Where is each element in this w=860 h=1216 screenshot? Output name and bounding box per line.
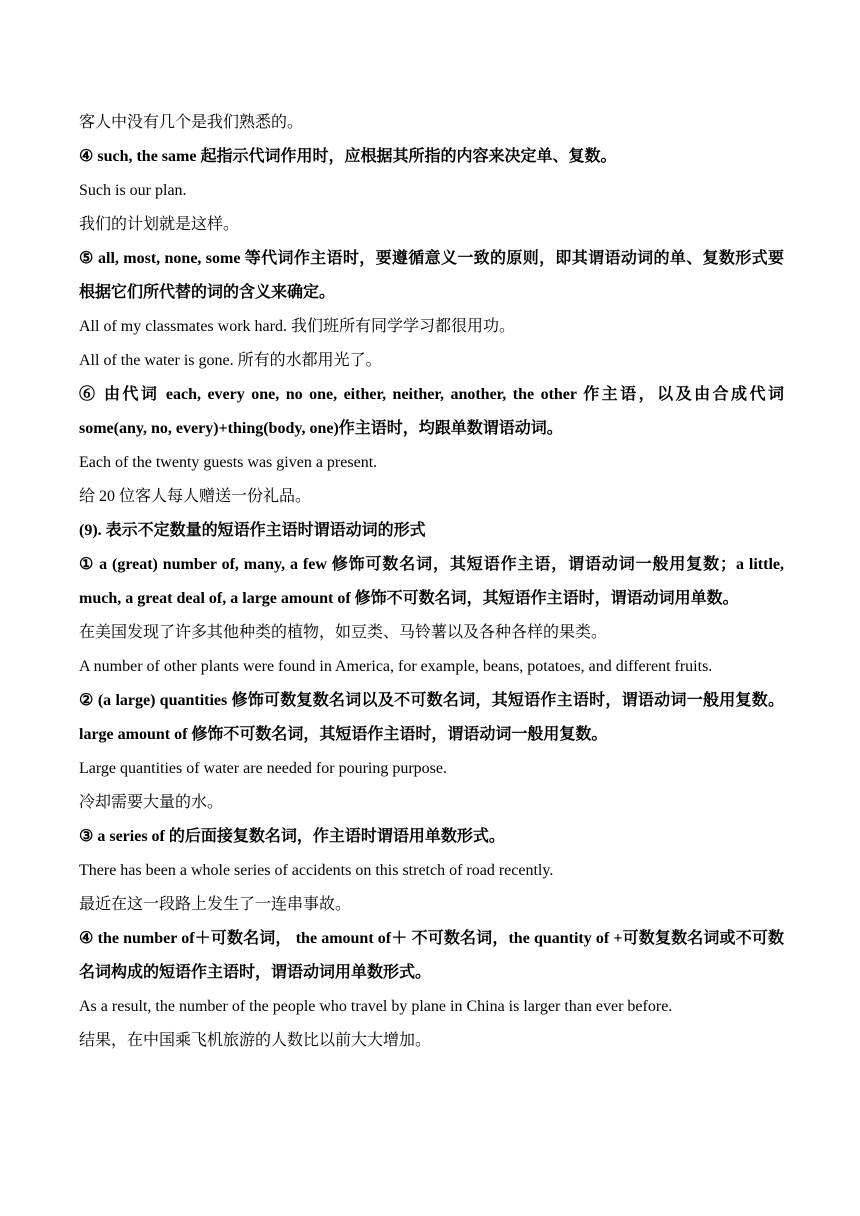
rule-heading: ① a (great) number of, many, a few 修饰可数名词，其短语作主语，谓语动词一般用复数；a little, much, a great deal of, a large amount of 修饰不可数名词，其短语作主语时，谓语动词用单数。 (79, 556, 784, 607)
rule-heading: ⑥ 由代词 each, every one, no one, either, neither, another, the other 作主语，以及由合成代词 some(any, no, every)+thing(body, one)作主语时，均跟单数谓语动词。 (79, 386, 784, 437)
example-sentence: Large quantities of water are needed for pouring purpose. (79, 760, 448, 777)
example-sentence: There has been a whole series of accidents on this stretch of road recently. (79, 862, 554, 879)
rule-heading: ④ such, the same 起指示代词作用时，应根据其所指的内容来决定单、复数。 (79, 148, 617, 165)
rule-heading: ② (a large) quantities 修饰可数复数名词以及不可数名词，其短语作主语时，谓语动词一般用复数。large amount of 修饰不可数名词，其短语作主语时，谓语动词一般用复数。 (79, 692, 784, 743)
rule-heading: ⑤ all, most, none, some 等代词作主语时，要遵循意义一致的原则，即其谓语动词的单、复数形式要根据它们所代替的词的含义来确定。 (79, 250, 784, 301)
example-sentence: Such is our plan. (79, 182, 187, 199)
example-translation: 在美国发现了许多其他种类的植物，如豆类、马铃薯以及各种各样的果类。 (79, 624, 608, 641)
example-sentence: All of my classmates work hard. 我们班所有同学学习都很用功。 (79, 318, 515, 335)
section-heading: (9). 表示不定数量的短语作主语时谓语动词的形式 (79, 522, 426, 539)
example-sentence: Each of the twenty guests was given a present. (79, 454, 378, 471)
example-translation: 冷却需要大量的水。 (79, 794, 224, 811)
example-sentence: All of the water is gone. 所有的水都用光了。 (79, 352, 382, 369)
example-translation: 客人中没有几个是我们熟悉的。 (79, 114, 304, 131)
example-translation: 最近在这一段路上发生了一连串事故。 (79, 896, 352, 913)
rule-heading: ③ a series of 的后面接复数名词，作主语时谓语用单数形式。 (79, 828, 505, 845)
example-translation: 给 20 位客人每人赠送一份礼品。 (79, 488, 312, 505)
example-translation: 我们的计划就是这样。 (79, 216, 240, 233)
example-sentence: A number of other plants were found in America, for example, beans, potatoes, and different fruits. (79, 658, 713, 675)
rule-heading: ④ the number of＋可数名词， the amount of＋ 不可数名词，the quantity of +可数复数名词或不可数名词构成的短语作主语时，谓语动词用单数形式。 (79, 930, 784, 981)
example-sentence: As a result, the number of the people who travel by plane in China is larger than ever before. (79, 998, 673, 1015)
example-translation: 结果，在中国乘飞机旅游的人数比以前大大增加。 (79, 1032, 432, 1049)
document-body (79, 106, 784, 1058)
